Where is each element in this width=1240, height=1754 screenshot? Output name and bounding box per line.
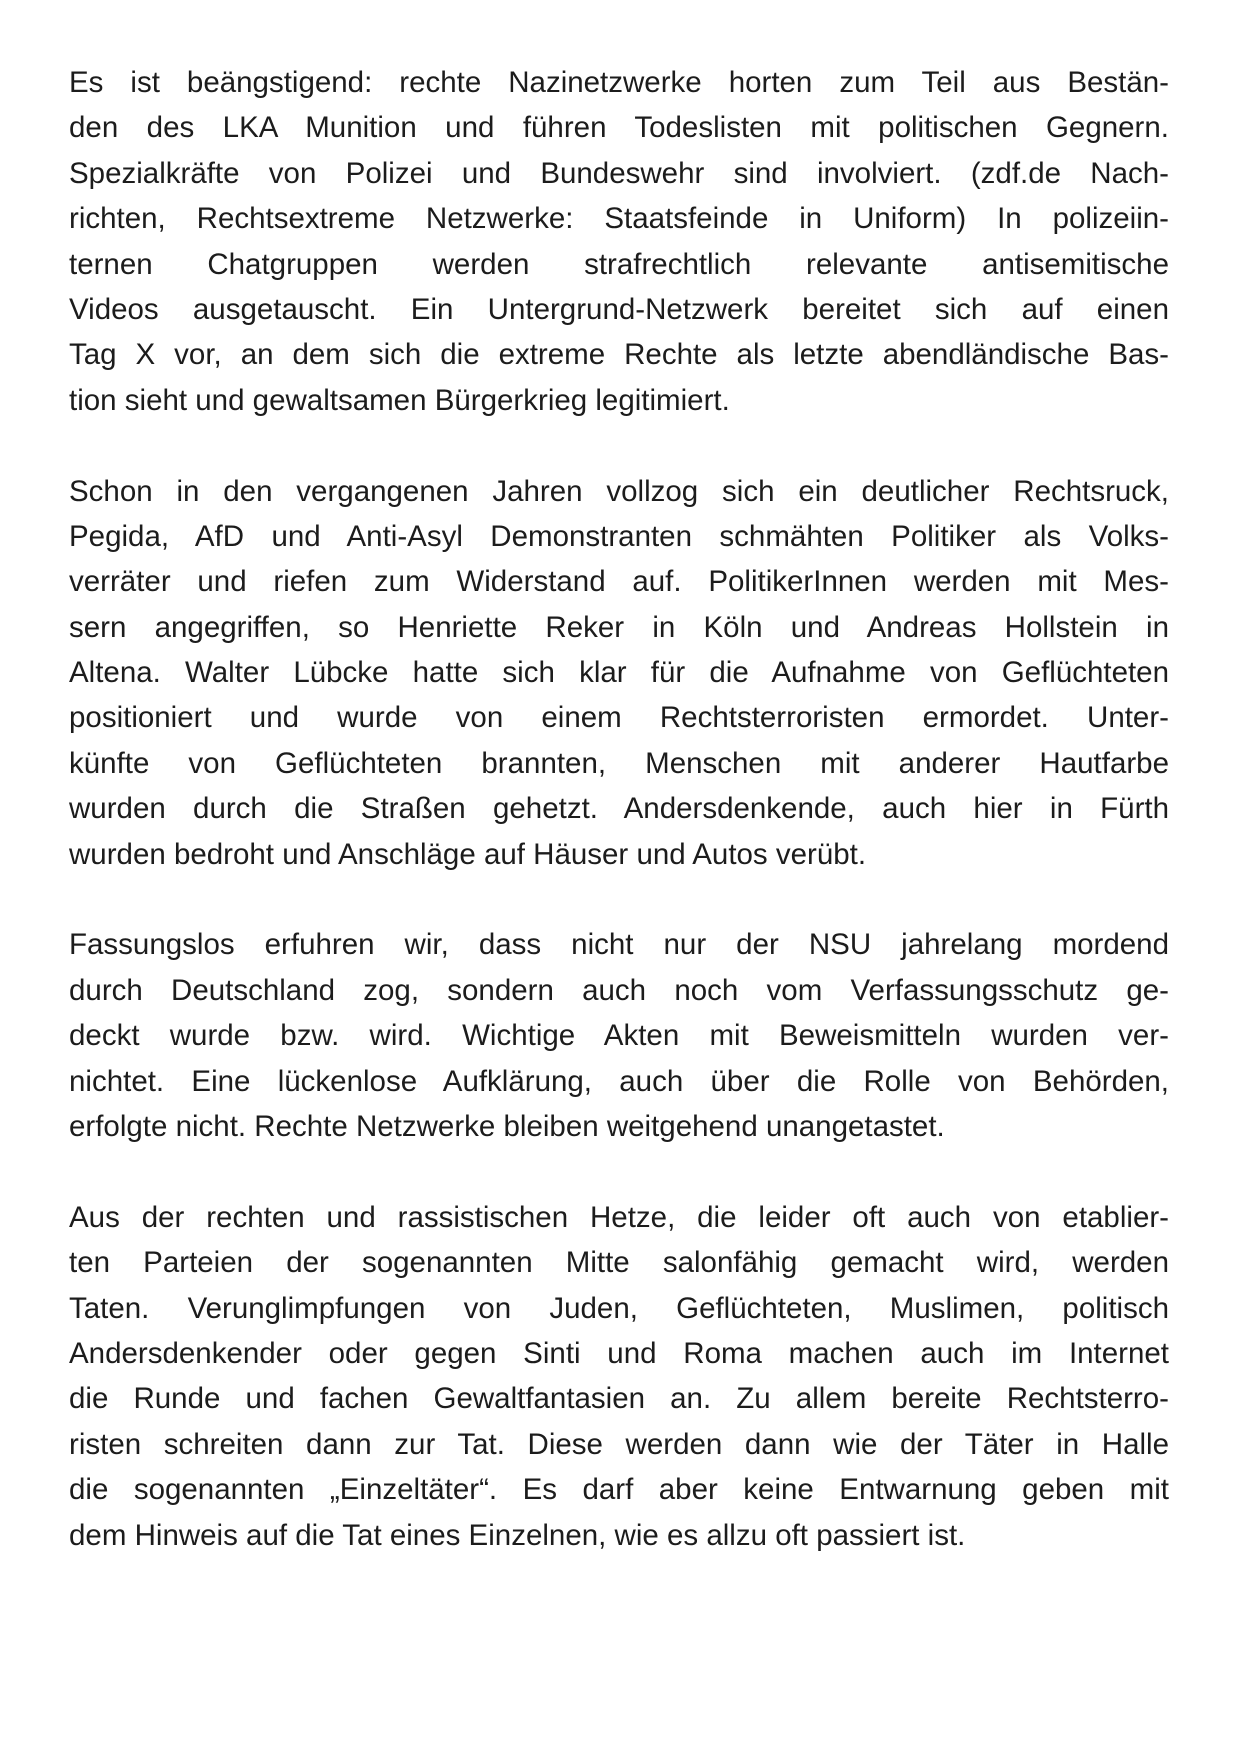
text-line: ternen Chatgruppen werden strafrechtlich relevante antisemitische xyxy=(69,247,1169,281)
text-line: den des LKA Munition und führen Todeslisten mit politischen Gegnern. xyxy=(69,111,1169,145)
text-line: Tag X vor, an dem sich die extreme Rechte als letzte abendländische Bas- xyxy=(69,338,1169,372)
text-line: verräter und riefen zum Widerstand auf. PolitikerInnen werden mit Mes- xyxy=(69,565,1169,599)
text-line: Spezialkräfte von Polizei und Bundeswehr sind involviert. (zdf.de Nach- xyxy=(69,156,1169,190)
document-page xyxy=(69,60,1169,1603)
text-line: Andersdenkender oder gegen Sinti und Roma machen auch im Internet xyxy=(69,1336,1169,1370)
text-line: erfolgte nicht. Rechte Netzwerke bleiben weitgehend unangetastet. xyxy=(69,1109,945,1143)
paragraph-3 xyxy=(69,922,1169,1149)
text-line: durch Deutschland zog, sondern auch noch vom Verfassungsschutz ge- xyxy=(69,973,1169,1007)
text-line: Schon in den vergangenen Jahren vollzog sich ein deutlicher Rechtsruck, xyxy=(69,474,1169,508)
text-line: die sogenannten „Einzeltäter“. Es darf aber keine Entwarnung geben mit xyxy=(69,1473,1169,1507)
paragraph-1 xyxy=(69,60,1169,423)
text-line: positioniert und wurde von einem Rechtsterroristen ermordet. Unter- xyxy=(69,701,1169,735)
text-line: Pegida, AfD und Anti-Asyl Demonstranten schmähten Politiker als Volks- xyxy=(69,519,1169,553)
paragraph-4 xyxy=(69,1195,1169,1558)
text-line: wurden durch die Straßen gehetzt. Andersdenkende, auch hier in Fürth xyxy=(69,792,1169,826)
text-line: die Runde und fachen Gewaltfantasien an. Zu allem bereite Rechtsterro- xyxy=(69,1382,1169,1416)
text-line: ten Parteien der sogenannten Mitte salonfähig gemacht wird, werden xyxy=(69,1246,1169,1280)
text-line: sern angegriffen, so Henriette Reker in Köln und Andreas Hollstein in xyxy=(69,610,1169,644)
text-line: Aus der rechten und rassistischen Hetze, die leider oft auch von etablier- xyxy=(69,1200,1169,1234)
text-line: tion sieht und gewaltsamen Bürgerkrieg legitimiert. xyxy=(69,383,730,417)
text-line: Altena. Walter Lübcke hatte sich klar für die Aufnahme von Geflüchteten xyxy=(69,656,1169,690)
text-line: risten schreiten dann zur Tat. Diese werden dann wie der Täter in Halle xyxy=(69,1427,1169,1461)
paragraph-2 xyxy=(69,469,1169,878)
text-line: deckt wurde bzw. wird. Wichtige Akten mit Beweismitteln wurden ver- xyxy=(69,1019,1169,1053)
text-line: Es ist beängstigend: rechte Nazinetzwerke horten zum Teil aus Bestän- xyxy=(69,66,1169,99)
text-line: richten, Rechtsextreme Netzwerke: Staatsfeinde in Uniform) In polizeiin- xyxy=(69,202,1169,236)
text-line: Fassungslos erfuhren wir, dass nicht nur der NSU jahrelang mordend xyxy=(69,928,1169,962)
text-line: wurden bedroht und Anschläge auf Häuser und Autos verübt. xyxy=(69,837,867,871)
text-line: dem Hinweis auf die Tat eines Einzelnen, wie es allzu oft passiert ist. xyxy=(69,1518,966,1552)
text-line: Taten. Verunglimpfungen von Juden, Geflüchteten, Muslimen, politisch xyxy=(69,1291,1169,1325)
text-line: künfte von Geflüchteten brannten, Menschen mit anderer Hautfarbe xyxy=(69,746,1169,780)
text-line: nichtet. Eine lückenlose Aufklärung, auch über die Rolle von Behörden, xyxy=(69,1064,1169,1098)
text-line: Videos ausgetauscht. Ein Untergrund-Netzwerk bereitet sich auf einen xyxy=(69,292,1169,326)
